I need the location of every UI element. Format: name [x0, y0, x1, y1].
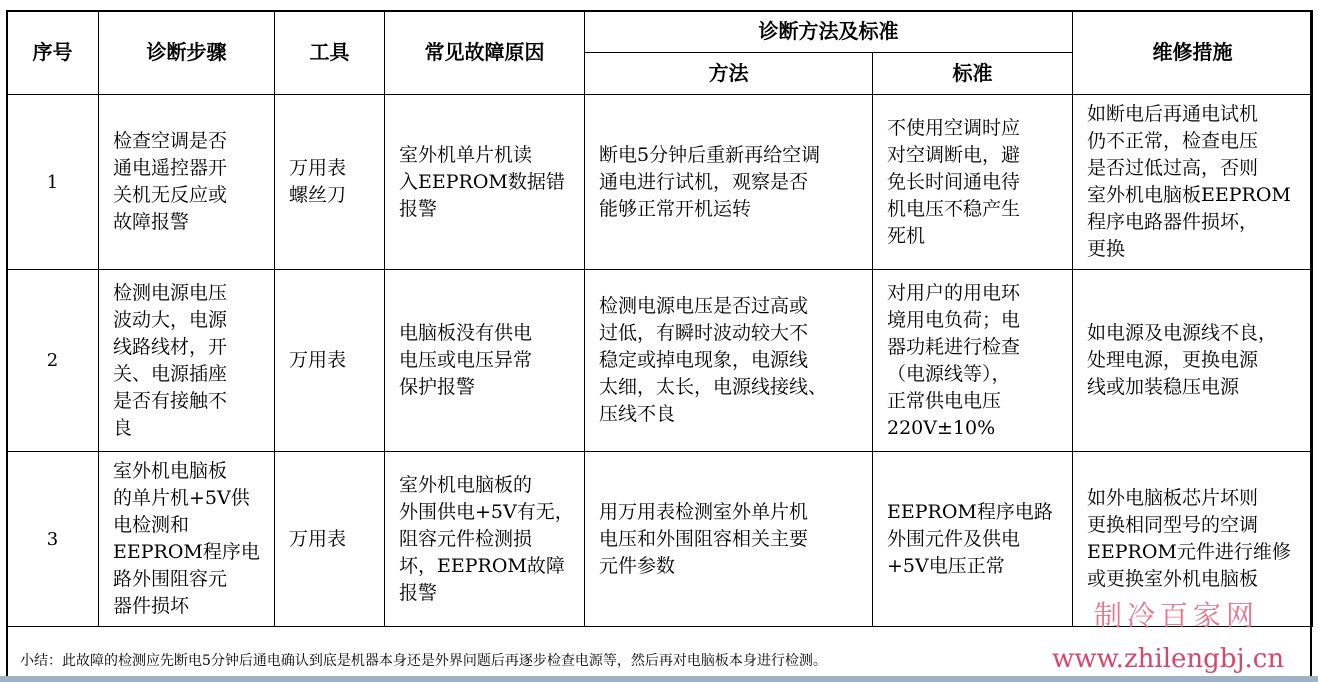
row-method-text: 断电5分钟后重新再给空调 通电进行试机，观察是否 能够正常开机运转 [599, 143, 821, 220]
row-repair-text: 如电源及电源线不良， 处理电源，更换电源 线或加装稳压电源 [1087, 322, 1278, 398]
row-step-text: 检查空调是否 通电遥控器开 关机无反应或 故障报警 [113, 130, 228, 233]
row-cause-text: 电脑板没有供电 电压或电压异常 保护报警 [399, 322, 533, 398]
row-cause-text: 室外机单片机读 入EEPROM数据错 报警 [399, 143, 565, 220]
header-method: 方法 [585, 53, 873, 95]
row-tool-text: 万用表 [289, 527, 347, 550]
row-step-text: 检测电源电压 波动大，电源 线路线材，开 关、电源插座 是否有接触不 良 [113, 281, 228, 439]
watermark-name: 制冷百家网 [1094, 599, 1260, 632]
header-no: 序号 [7, 11, 99, 95]
row-method-text: 检测电源电压是否过高或 过低，有瞬时波动较大不 稳定或掉电现象，电源线 太细，太长，电源线接线、 压线不良 [599, 295, 828, 425]
outer-border [6, 10, 1312, 680]
row-cause-text: 室外机电脑板的 外围供电+5V有无， 阻容元件检测损 坏，EEPROM故障 报警 [399, 473, 574, 604]
header-tool: 工具 [275, 11, 385, 95]
header-cause: 常见故障原因 [385, 11, 585, 95]
row-no: 3 [7, 452, 99, 627]
row-standard-text: 对用户的用电环 境用电负荷；电 器功耗进行检查 （电源线等）， 正常供电电压 220V±10% [887, 281, 1021, 439]
header-step: 诊断步骤 [99, 11, 275, 95]
header-repair: 维修措施 [1073, 11, 1313, 95]
row-step-text: 室外机电脑板 的单片机+5V供 电检测和 EEPROM程序电 路外围阻容元 器件损坏 [113, 460, 260, 617]
header-standard: 标准 [873, 53, 1073, 95]
row-standard-text: 不使用空调时应 对空调断电，避 免长时间通电待 机电压不稳产生 死机 [887, 116, 1021, 247]
row-no: 1 [7, 95, 99, 270]
row-method-text: 用万用表检测室外单片机 电压和外围阻容相关主要 元件参数 [599, 500, 809, 577]
summary-text: 小结：此故障的检测应先断电5分钟后通电确认到底是机器本身还是外界问题后再逐步检查电源等，然后再对电脑板本身进行检测。 [20, 653, 827, 669]
row-repair-text: 如外电脑板芯片坏则 更换相同型号的空调 EEPROM元件进行维修 或更换室外机电脑板 [1087, 487, 1291, 590]
row-no: 2 [7, 270, 99, 452]
row-repair-text: 如断电后再通电试机 仍不正常，检查电压 是否过低过高，否则 室外机电脑板EEPROM 程序电路器件损坏， 更换 [1087, 103, 1291, 260]
row-tool-text: 万用表 螺丝刀 [289, 157, 347, 206]
header-method-group: 诊断方法及标准 [585, 11, 1073, 53]
row-tool-text: 万用表 [289, 349, 347, 371]
row-standard-text: EEPROM程序电路 外围元件及供电 +5V电压正常 [887, 500, 1053, 577]
watermark-url: www.zhilengbj.cn [1052, 644, 1285, 674]
taskbar-strip [0, 676, 1318, 682]
